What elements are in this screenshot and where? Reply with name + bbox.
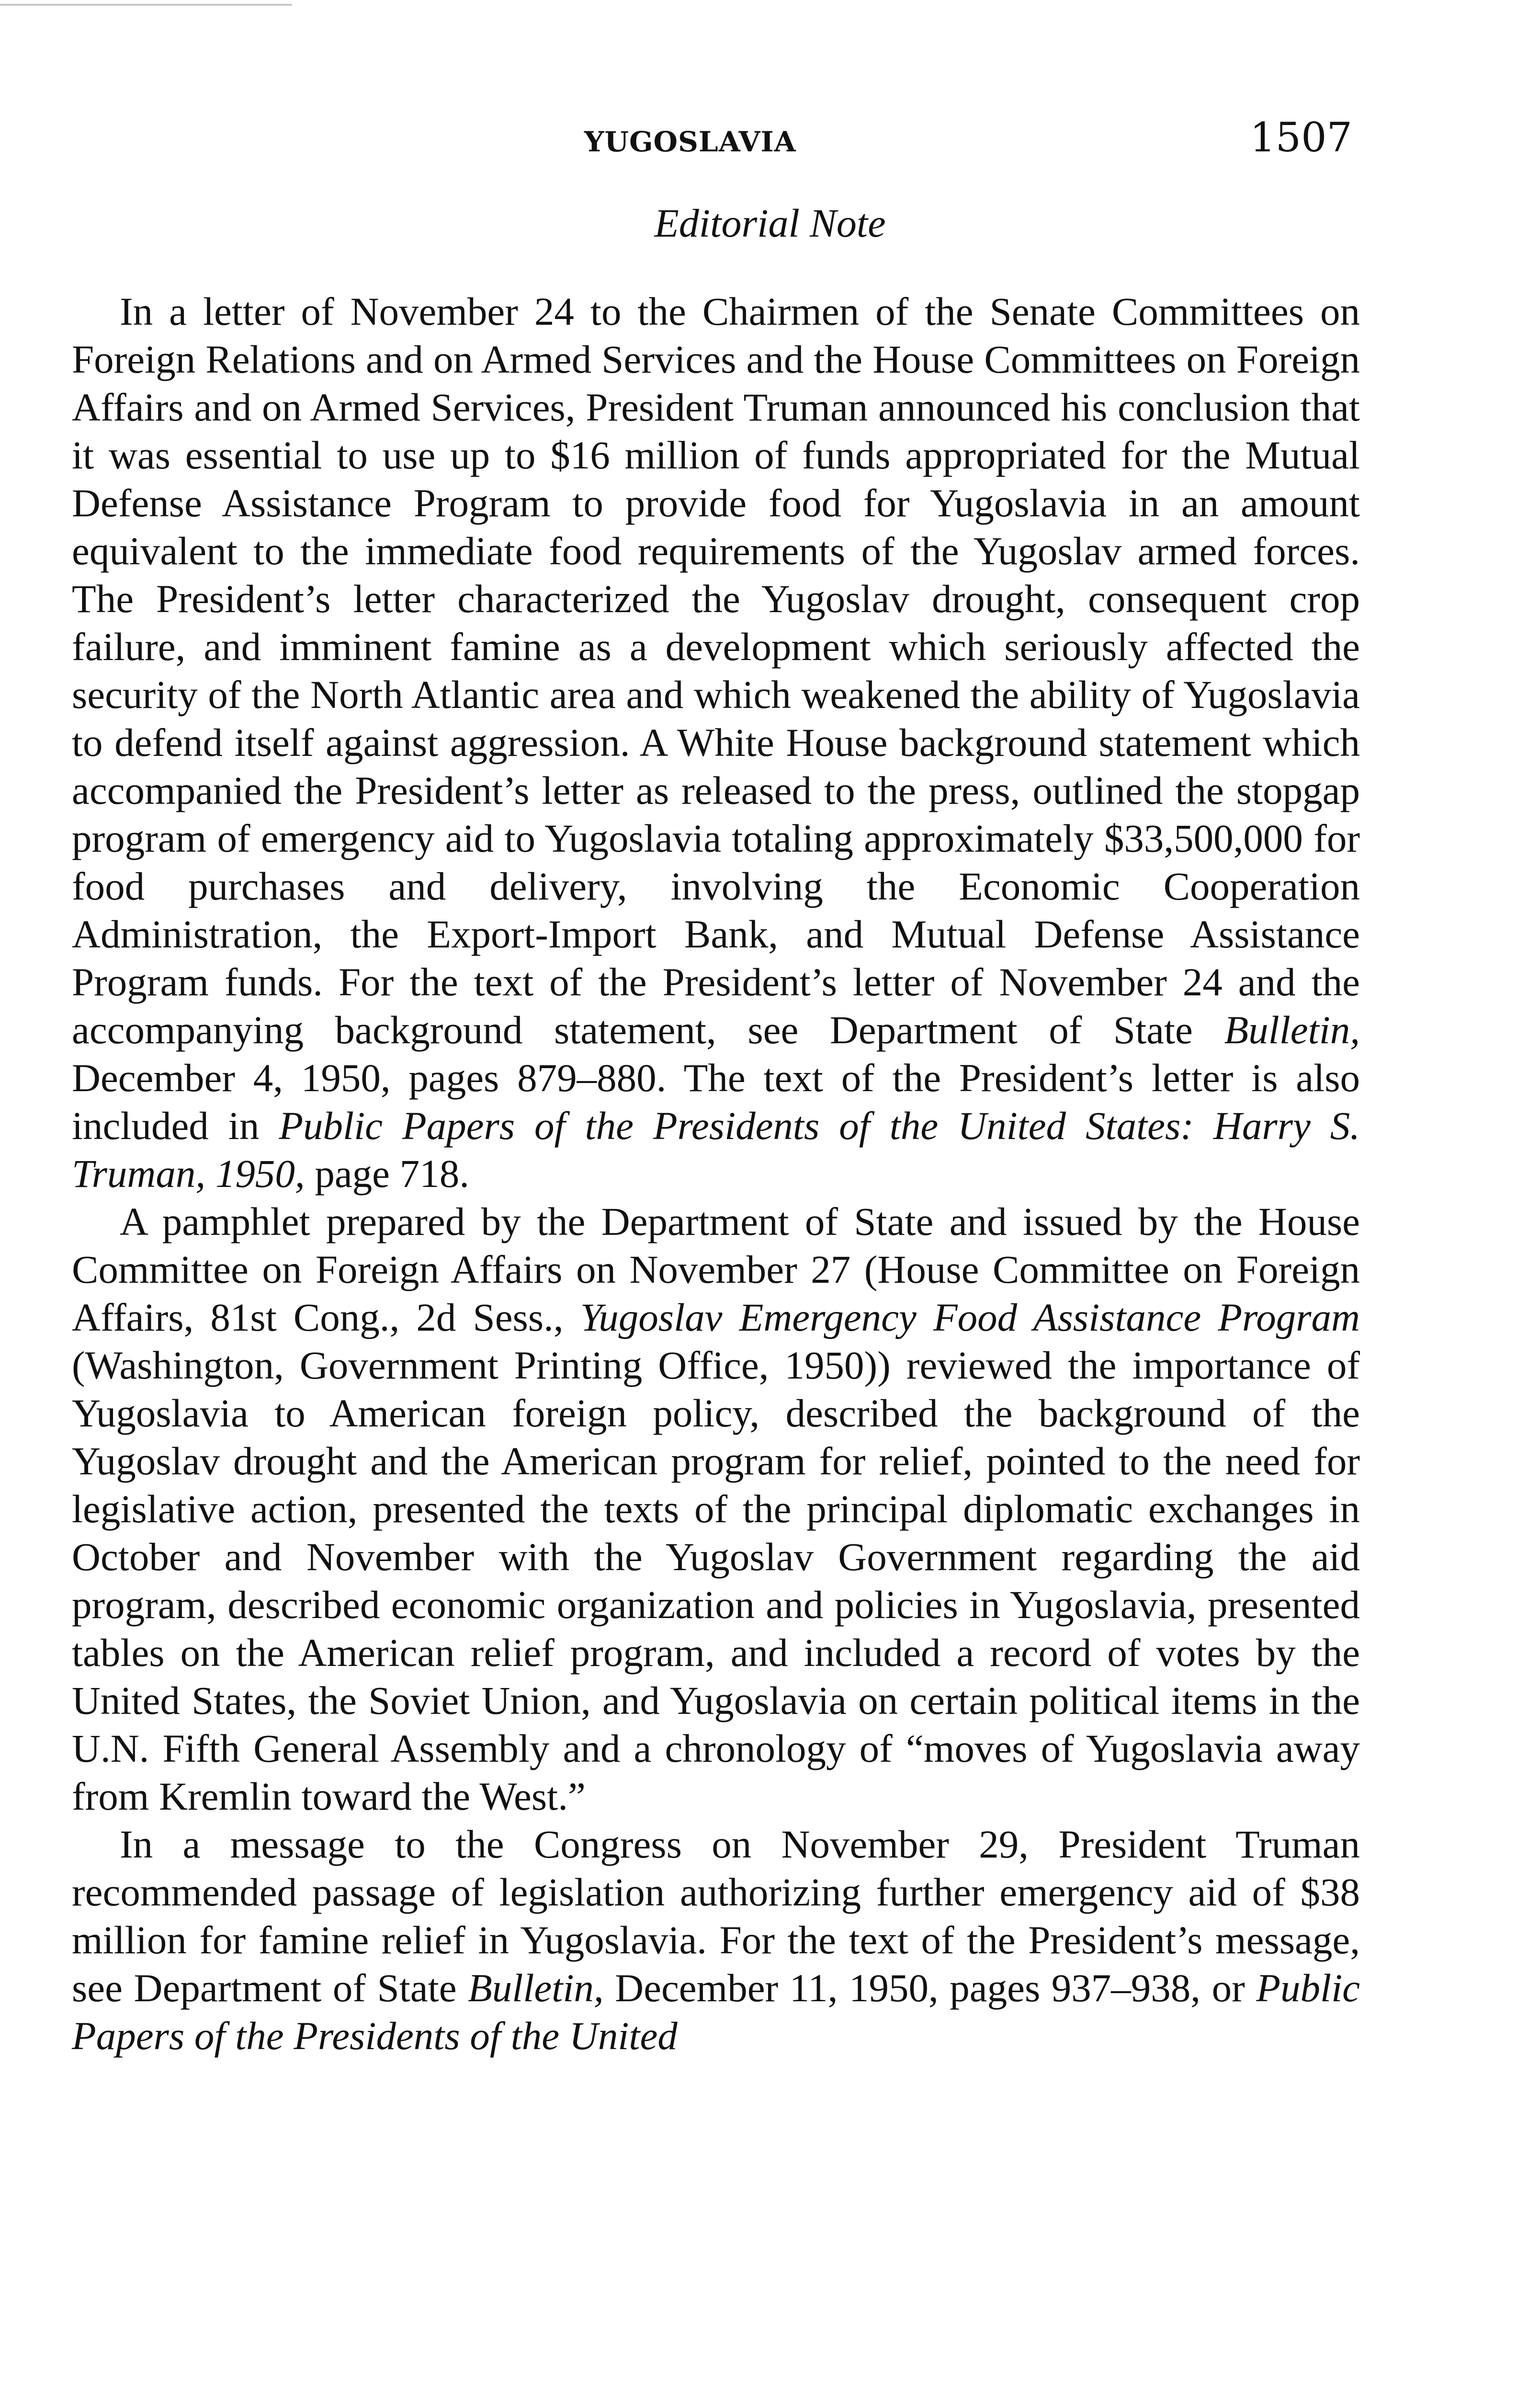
paragraph-1 (72, 287, 1360, 1198)
text-run: page 718. (305, 1152, 470, 1196)
top-edge-rule (0, 4, 292, 6)
section-title: Editorial Note (654, 201, 886, 246)
text-run-italic: Bulletin, (468, 1966, 604, 2010)
text-run: (Washington, Government Printing Office, 1950)) reviewed the importance of Yugoslavia to American foreign policy, described the background of the Yugoslav drought and the American program for relief, pointed to the need for legislative action, presented the texts of the principal diplomatic exchanges in October and November with the Yugoslav Government regarding the aid program, described economic organization and policies in Yugoslavia, presented tables on the American relief program, and included a record of votes by the United States, the Soviet Union, and Yugoslavia on certain political items in the U.N. Fifth General Assembly and a chronology of “moves of Yugoslavia away from Kremlin toward the West.” (72, 1343, 1360, 1818)
paragraph-3 (72, 1820, 1360, 2060)
text-run: A pamphlet prepared by the Department of State and issued by the House Committee on Foreign Affairs on November 27 (House Committee on Foreign Affairs, 81st Cong., 2d Sess., (72, 1199, 1360, 1339)
text-run-italic: Public Papers of the Presidents of the United (72, 1966, 1360, 2058)
text-run: December 11, 1950, pages 937–938, or (603, 1966, 1257, 2010)
text-run: In a letter of November 24 to the Chairmen of the Senate Committees on Foreign Relations and on Armed Services and the House Committees on Foreign Affairs and on Armed Services, President Truman announced his conclusion that it was essential to use up to $16 million of funds appropriated for the Mutual Defense Assistance Program to provide food for Yugoslavia in an amount equivalent to the immediate food requirements of the Yugoslav armed forces. The President’s letter characterized the Yugoslav drought, consequent crop failure, and imminent famine as a development which seriously affected the security of the North Atlantic area and which weakened the ability of Yugoslavia to defend itself against aggression. A White House background statement which accompanied the President’s letter as released to the press, outlined the stopgap program of emergency aid to Yugoslavia totaling approximately $33,500,000 for food purchases and delivery, involving the Economic Cooperation Administration, the Export-Import Bank, and Mutual Defense Assistance Program funds. For the text of the President’s letter of November 24 and the accompanying background statement, see Department of State (72, 289, 1360, 1052)
text-run-italic: Bulletin, (1224, 1008, 1360, 1052)
page-number: 1507 (1250, 114, 1352, 161)
text-run: December 4, 1950, pages 879–880. The text of the President’s letter is also included in (72, 1056, 1360, 1148)
text-run-italic: Public Papers of the Presidents of the United States: Harry S. Truman, 1950, (72, 1104, 1360, 1196)
text-run-italic: Yugoslav Emergency Food Assistance Program (580, 1295, 1360, 1339)
text-run: In a message to the Congress on November 29, President Truman recommended passage of legislation authorizing further emergency aid of $38 million for famine relief in Yugoslavia. For the text of the President’s message, see Department of State (72, 1822, 1360, 2010)
running-head: YUGOSLAVIA (584, 125, 796, 158)
paragraph-2 (72, 1198, 1360, 1820)
body-text (72, 287, 1360, 2060)
